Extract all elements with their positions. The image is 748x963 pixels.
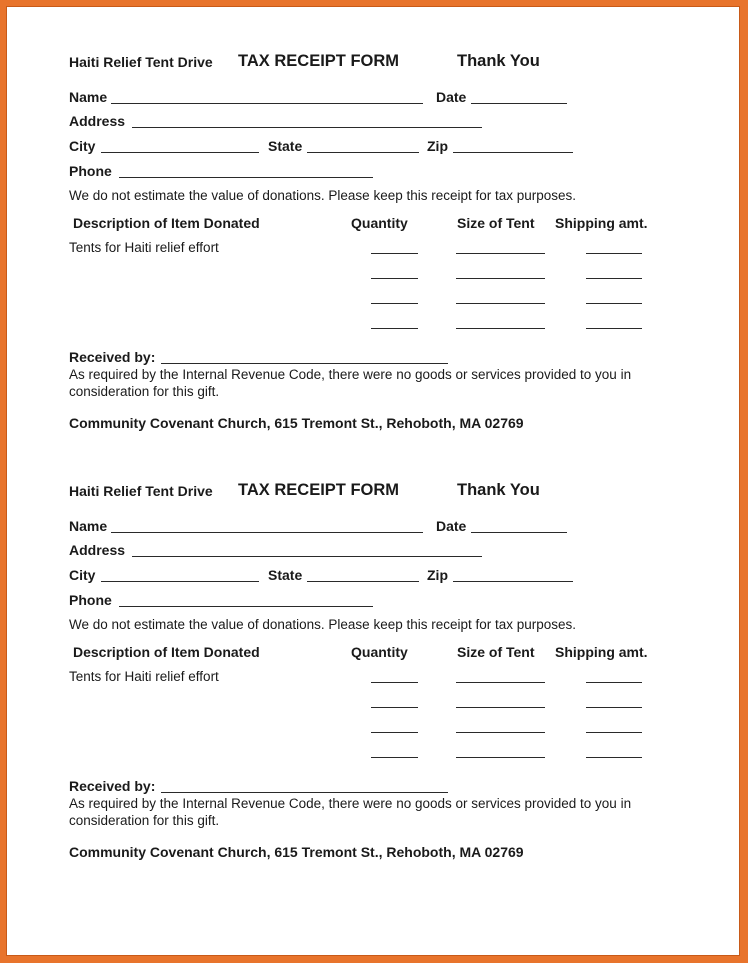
col-header-size: Size of Tent (457, 215, 535, 231)
shipping-field[interactable] (586, 253, 642, 254)
quantity-field[interactable] (371, 303, 418, 304)
quantity-field[interactable] (371, 682, 418, 683)
state-label: State (268, 567, 303, 583)
address-label: Address (69, 542, 126, 558)
thank-you-text: Thank You (457, 481, 540, 499)
size-field[interactable] (456, 707, 545, 708)
size-field[interactable] (456, 732, 545, 733)
phone-field[interactable] (119, 606, 373, 607)
date-label: Date (436, 89, 467, 105)
org-name: Haiti Relief Tent Drive (69, 54, 213, 70)
size-field[interactable] (456, 253, 545, 254)
zip-field[interactable] (453, 152, 573, 153)
name-field[interactable] (111, 532, 423, 533)
col-header-shipping: Shipping amt. (555, 215, 648, 231)
date-label: Date (436, 518, 467, 534)
church-address: Community Covenant Church, 615 Tremont St., Rehoboth, MA 02769 (69, 844, 524, 860)
zip-field[interactable] (453, 581, 573, 582)
date-field[interactable] (471, 103, 567, 104)
col-header-description: Description of Item Donated (73, 215, 260, 231)
zip-label: Zip (427, 138, 448, 154)
size-field[interactable] (456, 278, 545, 279)
received-by-label: Received by: (69, 349, 156, 365)
col-header-size: Size of Tent (457, 644, 535, 660)
state-label: State (268, 138, 303, 154)
document-page (6, 6, 740, 956)
city-field[interactable] (101, 581, 259, 582)
receipt-form-2 (7, 436, 741, 866)
state-field[interactable] (307, 152, 419, 153)
thank-you-text: Thank You (457, 52, 540, 70)
phone-label: Phone (69, 592, 112, 608)
address-label: Address (69, 113, 126, 129)
form-title: TAX RECEIPT FORM (238, 481, 400, 499)
shipping-field[interactable] (586, 303, 642, 304)
quantity-field[interactable] (371, 707, 418, 708)
received-by-label: Received by: (69, 778, 156, 794)
quantity-field[interactable] (371, 253, 418, 254)
phone-label: Phone (69, 163, 112, 179)
city-label: City (69, 138, 96, 154)
date-field[interactable] (471, 532, 567, 533)
size-field[interactable] (456, 757, 545, 758)
col-header-shipping: Shipping amt. (555, 644, 648, 660)
org-name: Haiti Relief Tent Drive (69, 483, 213, 499)
shipping-field[interactable] (586, 732, 642, 733)
received-by-field[interactable] (161, 363, 448, 364)
item-description: Tents for Haiti relief effort (69, 240, 219, 255)
shipping-field[interactable] (586, 278, 642, 279)
irs-statement: As required by the Internal Revenue Code, there were no goods or services provided to you in consideration for this gift. (69, 367, 632, 399)
phone-field[interactable] (119, 177, 373, 178)
name-field[interactable] (111, 103, 423, 104)
disclaimer-text: We do not estimate the value of donations. Please keep this receipt for tax purposes. (69, 188, 577, 203)
size-field[interactable] (456, 682, 545, 683)
size-field[interactable] (456, 328, 545, 329)
church-address: Community Covenant Church, 615 Tremont St., Rehoboth, MA 02769 (69, 415, 524, 431)
col-header-quantity: Quantity (351, 215, 408, 231)
disclaimer-text: We do not estimate the value of donations. Please keep this receipt for tax purposes. (69, 617, 577, 632)
irs-statement: As required by the Internal Revenue Code, there were no goods or services provided to you in consideration for this gift. (69, 796, 632, 828)
city-field[interactable] (101, 152, 259, 153)
quantity-field[interactable] (371, 757, 418, 758)
quantity-field[interactable] (371, 328, 418, 329)
size-field[interactable] (456, 303, 545, 304)
col-header-quantity: Quantity (351, 644, 408, 660)
shipping-field[interactable] (586, 328, 642, 329)
receipt-form-1 (7, 7, 741, 437)
shipping-field[interactable] (586, 757, 642, 758)
name-label: Name (69, 518, 108, 534)
shipping-field[interactable] (586, 682, 642, 683)
city-label: City (69, 567, 96, 583)
quantity-field[interactable] (371, 732, 418, 733)
address-field[interactable] (132, 556, 482, 557)
received-by-field[interactable] (161, 792, 448, 793)
quantity-field[interactable] (371, 278, 418, 279)
zip-label: Zip (427, 567, 448, 583)
state-field[interactable] (307, 581, 419, 582)
form-title: TAX RECEIPT FORM (238, 52, 400, 70)
item-description: Tents for Haiti relief effort (69, 669, 219, 684)
col-header-description: Description of Item Donated (73, 644, 260, 660)
shipping-field[interactable] (586, 707, 642, 708)
address-field[interactable] (132, 127, 482, 128)
name-label: Name (69, 89, 108, 105)
